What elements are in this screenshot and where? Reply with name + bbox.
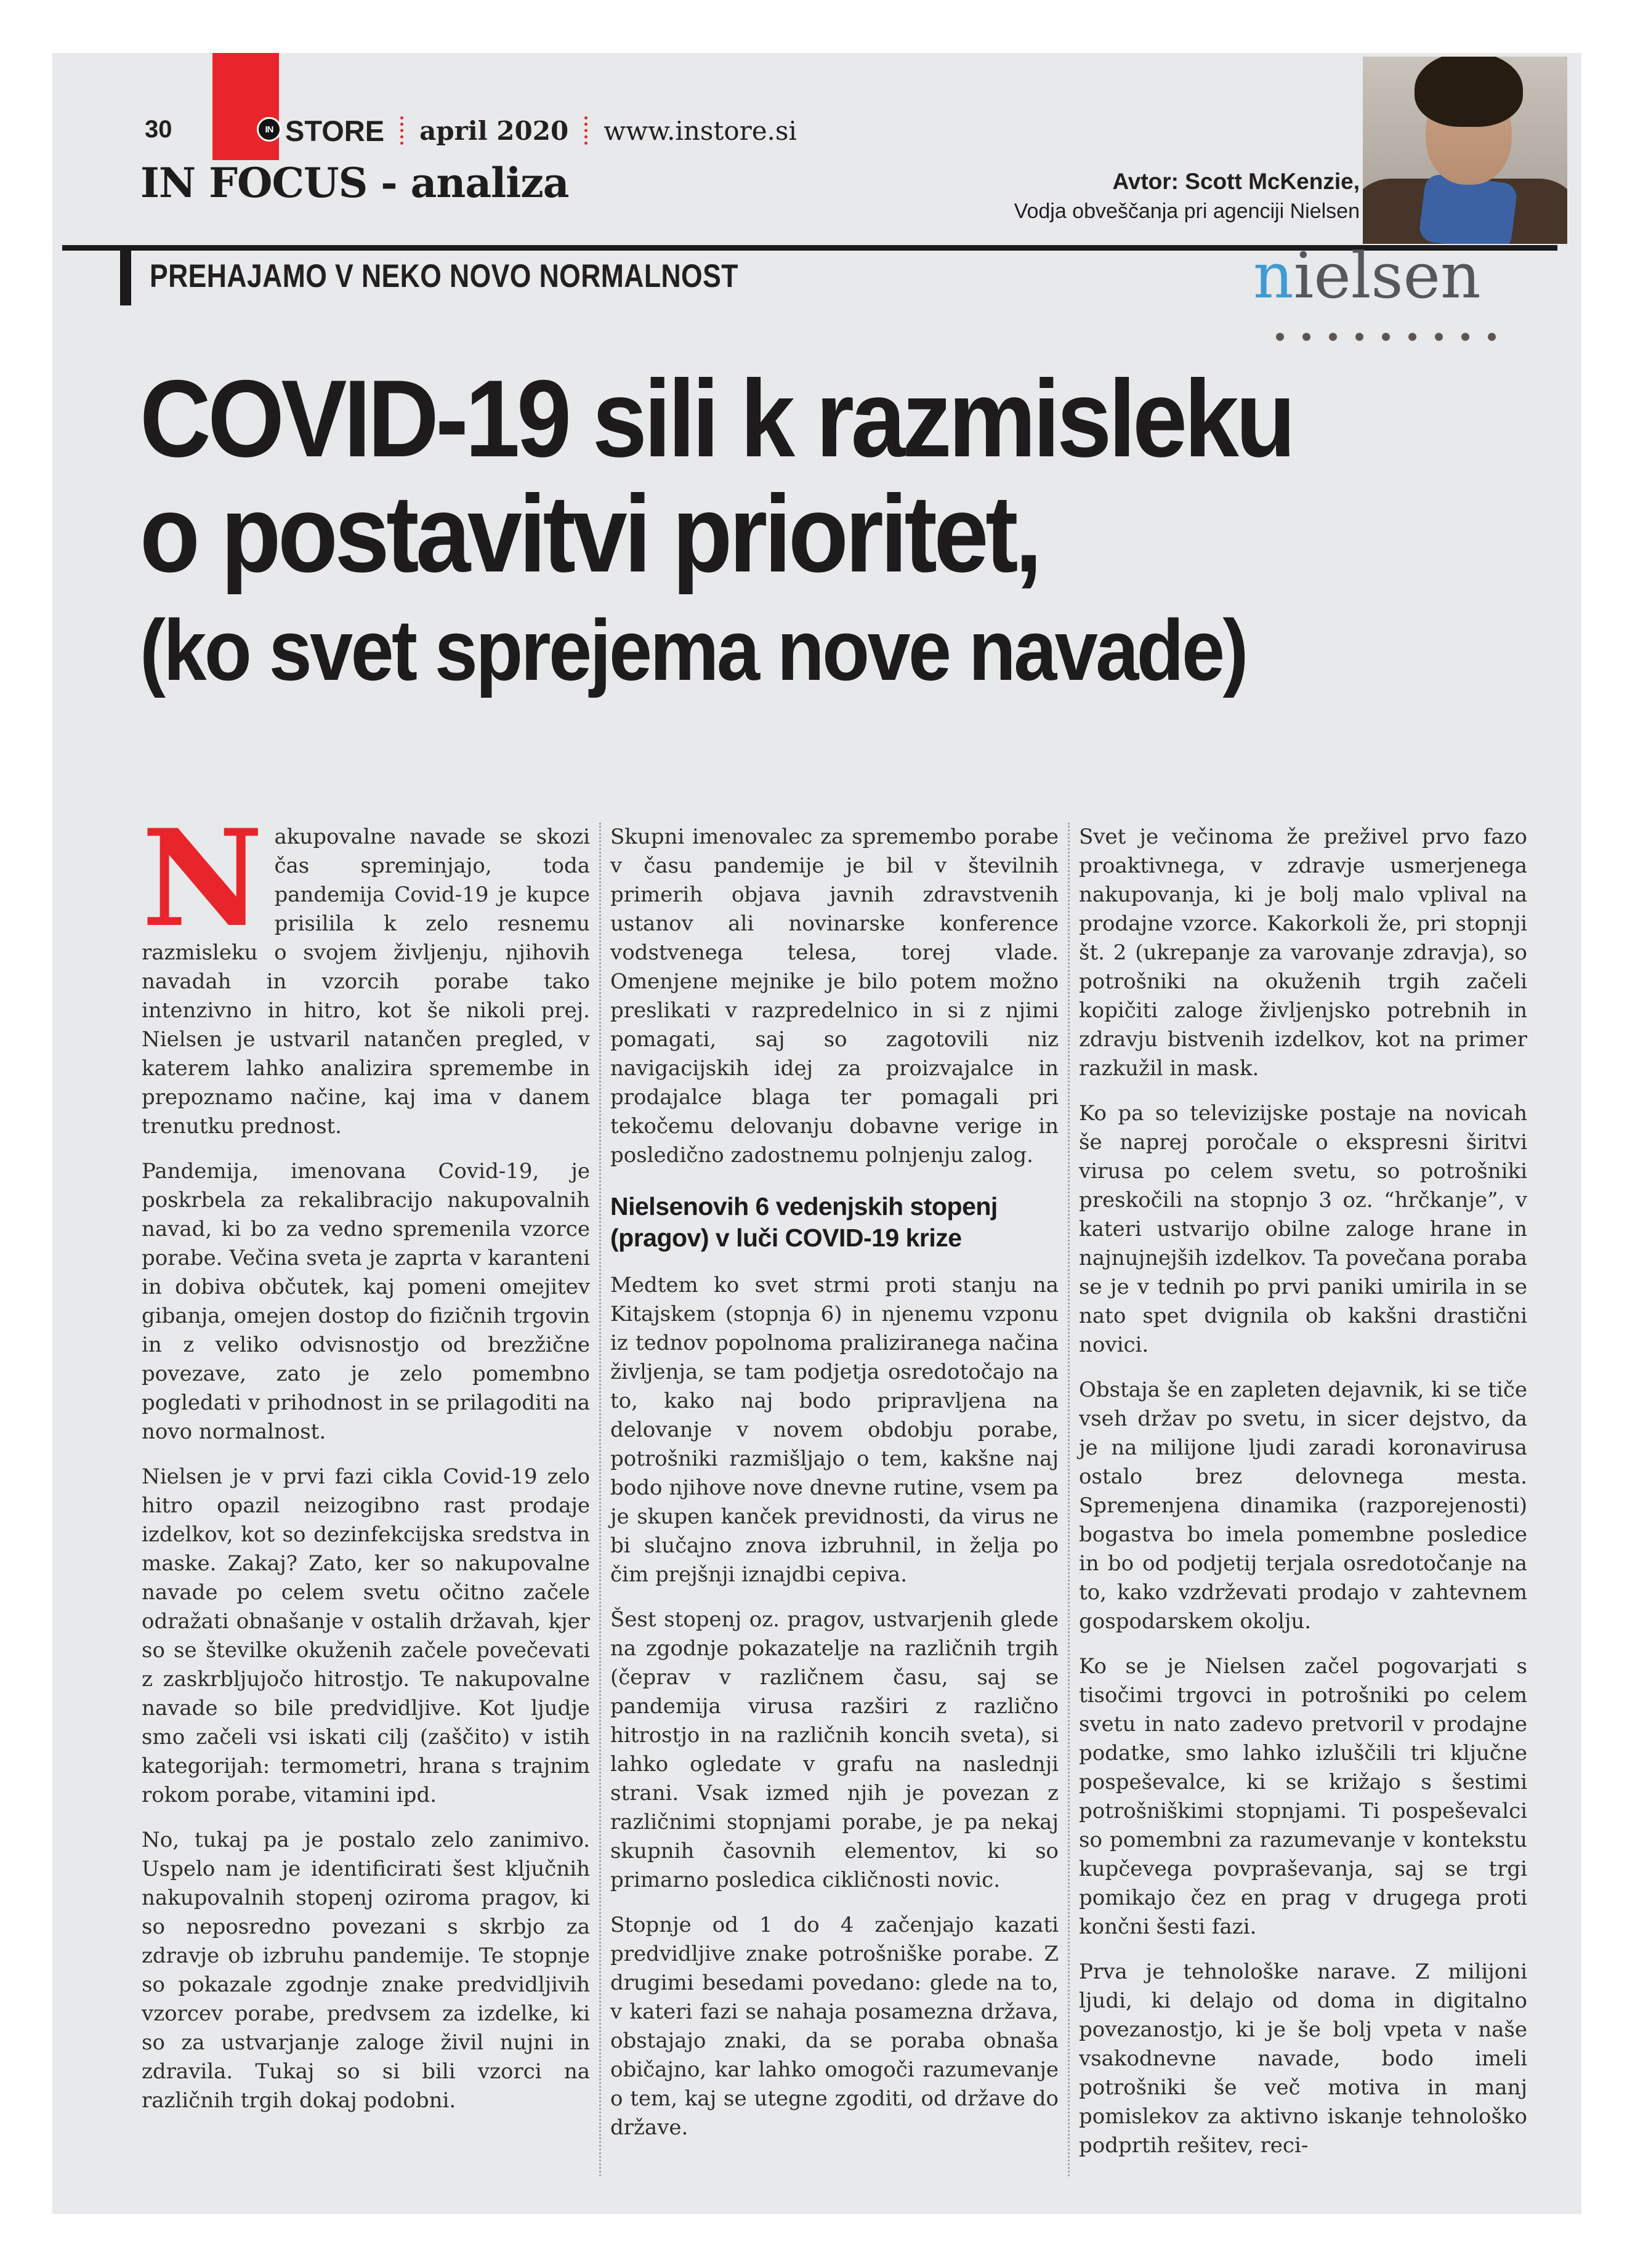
instore-logo-store: STORE: [285, 114, 385, 147]
instore-in-label: IN: [265, 124, 273, 135]
paragraph-text: akupovalne navade se skozi čas spreminjajo, toda pandemija Covid-19 je kupce prisilila k zelo resnemu razmisleku o svojem življenju, njihovih navadah in vzorcih porabe tako intenzivno in hitro, kot še nikoli prej. Nielsen je ustvaril natančen pregled, v katerem lahko analizira spremembe in prepoznamo načine, kaj ima v danem trenutku prednost.: [142, 825, 590, 1139]
masthead-dotted-separator: [400, 116, 403, 145]
subheading: Nielsenovih 6 vedenjskih stopenj (pragov) v luči COVID-19 krize: [610, 1192, 998, 1252]
paragraph: Pandemija, imenovana Covid-19, je poskrbela za rekalibracijo nakupovalnih navad, ki bo za vedno spremenila vzorce porabe. Večina sveta je zaprta v karanteni in dobiva občutek, kaj pomeni omejitev gibanja, omejen dostop do fizičnih trgovin in z veliko odvisnostjo od brezžične povezave, zato je zelo pomembno pogledati v prihodnost in se prilagoditi na novo normalnost.: [142, 1159, 590, 1444]
paragraph: Prva je tehnološke narave. Z milijoni ljudi, ki delajo od doma in digitalno povezanostjo, ki je še bolj vpeta v naše vsakodnevne navade, bodo imeli potrošniki še več motiva in manj pomislekov za aktivno iskanje tehnološko podprtih rešitev, reci-: [1079, 1959, 1527, 2158]
kicker-bar: [120, 250, 131, 305]
paragraph: No, tukaj pa je postalo zelo zanimivo. Uspelo nam je identificirati šest ključnih nakupovalnih stopenj oziroma pragov, ki so neposredno povezani s skrbjo za zdravje ob izbruhu pandemije. Te stopnje so pokazale zgodnje znake predvidljivih vzorcev porabe, predvsem za izdelke, ki so za ustvarjanje zaloge živil nujni in zdravila. Tukaj so si bili vzorci na različnih trgih dokaj podobni.: [142, 1828, 590, 2113]
article-column-2: [599, 823, 1059, 2176]
paragraph: Obstaja še en zapleten dejavnik, ki se tiče vseh držav po svetu, in sicer dejstvo, da je na milijone ljudi zaradi koronavirusa ostalo brez delovnega mesta. Spremenjena dinamika (razporejenosti) bogastva bo imela pomembne posledice in bo od podjetij terjala osredotočanje na to, kako vzdrževati prodajo v zahtevnem gospodarskem okolju.: [1079, 1378, 1527, 1634]
paragraph: Skupni imenovalec za spremembo porabe v času pandemije je bil v številnih primerih objava javnih zdravstvenih ustanov ali novinarske konference vodstvenega telesa, torej vlade. Omenjene mejnike je bilo potem možno preslikati v razpredelnico in si z njimi pomagati, saj so zagotovili niz navigacijskih idej za proizvajalce in prodajalce blaga ter pomagali pri tekočemu delovanju dobavne verige in posledično zadostnemu polnjenju zalog.: [610, 825, 1059, 1168]
paragraph: Stopnje od 1 do 4 začenjajo kazati predvidljive znake potrošniške porabe. Z drugimi besedami povedano: glede na to, v kateri fazi se nahaja posamezna država, obstajajo znaki, da se poraba obnaša običajno, kar lahko omogoči razumevanje o tem, kaj se utegne zgoditi, od države do države.: [610, 1913, 1059, 2140]
instore-logo-block: [212, 53, 279, 160]
headline-line2: o postavitvi prioritet,: [140, 472, 1040, 595]
issue-date: april 2020: [419, 115, 569, 146]
author-block: [1014, 169, 1360, 224]
paragraph: Šest stopenj oz. pragov, ustvarjenih glede na zgodnje pokazatelje na različnih trgih (čeprav v različnem času, saj se pandemija virusa razširi z različno hitrostjo in na različnih koncih sveta), si lahko ogledate v grafu na naslednji strani. Vsak izmed njih je povezan z različnimi stopnjami porabe, je pa nekaj skupnih časovnih elementov, ki so primarno posledica cikličnosti novic.: [610, 1607, 1059, 1892]
paragraph: [142, 800, 590, 1141]
nielsen-logo-first-letter: n: [1253, 240, 1294, 313]
headline-line3: (ko svet sprejema nove navade): [140, 602, 1246, 698]
author-role: Vodja obveščanja pri agenciji Nielsen: [1014, 200, 1360, 223]
paragraph: Ko pa so televizijske postaje na novicah še naprej poročale o ekspresni širitvi virusa po celem svetu, so potrošniki preskočili na stopnjo 3 oz. “hrčkanje”, v kateri ustvarijo obilne zaloge hrane in najnujnejših izdelkov. Ta povečana poraba se je v tednih po prvi paniki umirila in se nato spet dvignila ob kakšni drastični novici.: [1079, 1101, 1527, 1357]
article-column-3: [1068, 823, 1527, 2176]
drop-cap: N: [142, 800, 264, 956]
section-title: IN FOCUS - analiza: [140, 159, 569, 207]
photo-hair-shape: [1415, 57, 1523, 127]
headline-line1: COVID-19 sili k razmisleku: [140, 357, 1293, 480]
paragraph: Svet je večinoma že preživel prvo fazo proaktivnega, v zdravje usmerjenega nakupovanja, ki je bolj malo vplival na prodajne vzorce. Kakorkoli že, pri stopnji št. 2 (ukrepanje za varovanje zdravja), so potrošniki na okuženih trgih začeli kopičiti zaloge življenjsko potrebnih in zdravju bistvenih izdelkov, kot na primer razkužil in mask.: [1079, 825, 1527, 1081]
paragraph: Ko se je Nielsen začel pogovarjati s tisočimi trgovci in potrošniki po celem svetu in nato zadevo pretvoril v prodajne podatke, smo lahko izluščili tri ključne pospeševalce, ki se križajo s šestimi potrošniškimi stopnjami. Ti pospeševalci so pomembni za razumevanje v kontekstu kupčevega povpraševanja, saj se trgi pomikajo čez en prag v drugega proti končni šesti fazi.: [1079, 1654, 1527, 1939]
author-photo: [1363, 57, 1567, 244]
nielsen-logo: [1253, 240, 1481, 313]
page-number: 30: [145, 116, 172, 143]
nielsen-logo-dots: [1262, 331, 1497, 342]
masthead: [285, 111, 797, 150]
paragraph: Nielsen je v prvi fazi cikla Covid-19 zelo hitro opazil neizogibno rast prodaje izdelkov, kot so dezinfekcijska sredstva in maske. Zakaj? Zato, ker so nakupovalne navade po celem svetu očitno začele odražati obnašanje v ostalih državah, kjer so se številke okuženih začele povečevati z zaskrbljujočo hitrostjo. Te nakupovalne navade so bile predvidljive. Kot ljudje smo začeli vsi iskati cilj (zaščito) v istih kategorijah: termometri, hrana s trajnim rokom porabe, vitamini ipd.: [142, 1464, 590, 1807]
magazine-page: [52, 53, 1581, 2214]
masthead-dotted-separator: [584, 116, 587, 145]
website-url: www.instore.si: [604, 115, 797, 146]
article-column-1: [142, 800, 590, 2176]
instore-in-circle-icon: [257, 117, 281, 142]
nielsen-logo-rest: ielsen: [1293, 240, 1481, 313]
article-body: [142, 800, 1527, 2176]
paragraph: Medtem ko svet strmi proti stanju na Kitajskem (stopnja 6) in njenemu vzponu iz tednov popolnoma praliziranega načina življenja, se tam podjetja osredotočajo na to, kako naj bodo pripravljena na delovanje v novem obdobju porabe, potrošniki razmišljajo o tem, kakšne naj bodo njihove nove dnevne rutine, vsem pa je skupen kanček previdnosti, da virus ne bi slučajno znova izbruhnil, in želja po čim prejšnji iznajdbi cepiva.: [610, 1273, 1059, 1587]
author-byline: Avtor: Scott McKenzie,: [1112, 169, 1360, 194]
kicker: PREHAJAMO V NEKO NOVO NORMALNOST: [150, 258, 738, 294]
